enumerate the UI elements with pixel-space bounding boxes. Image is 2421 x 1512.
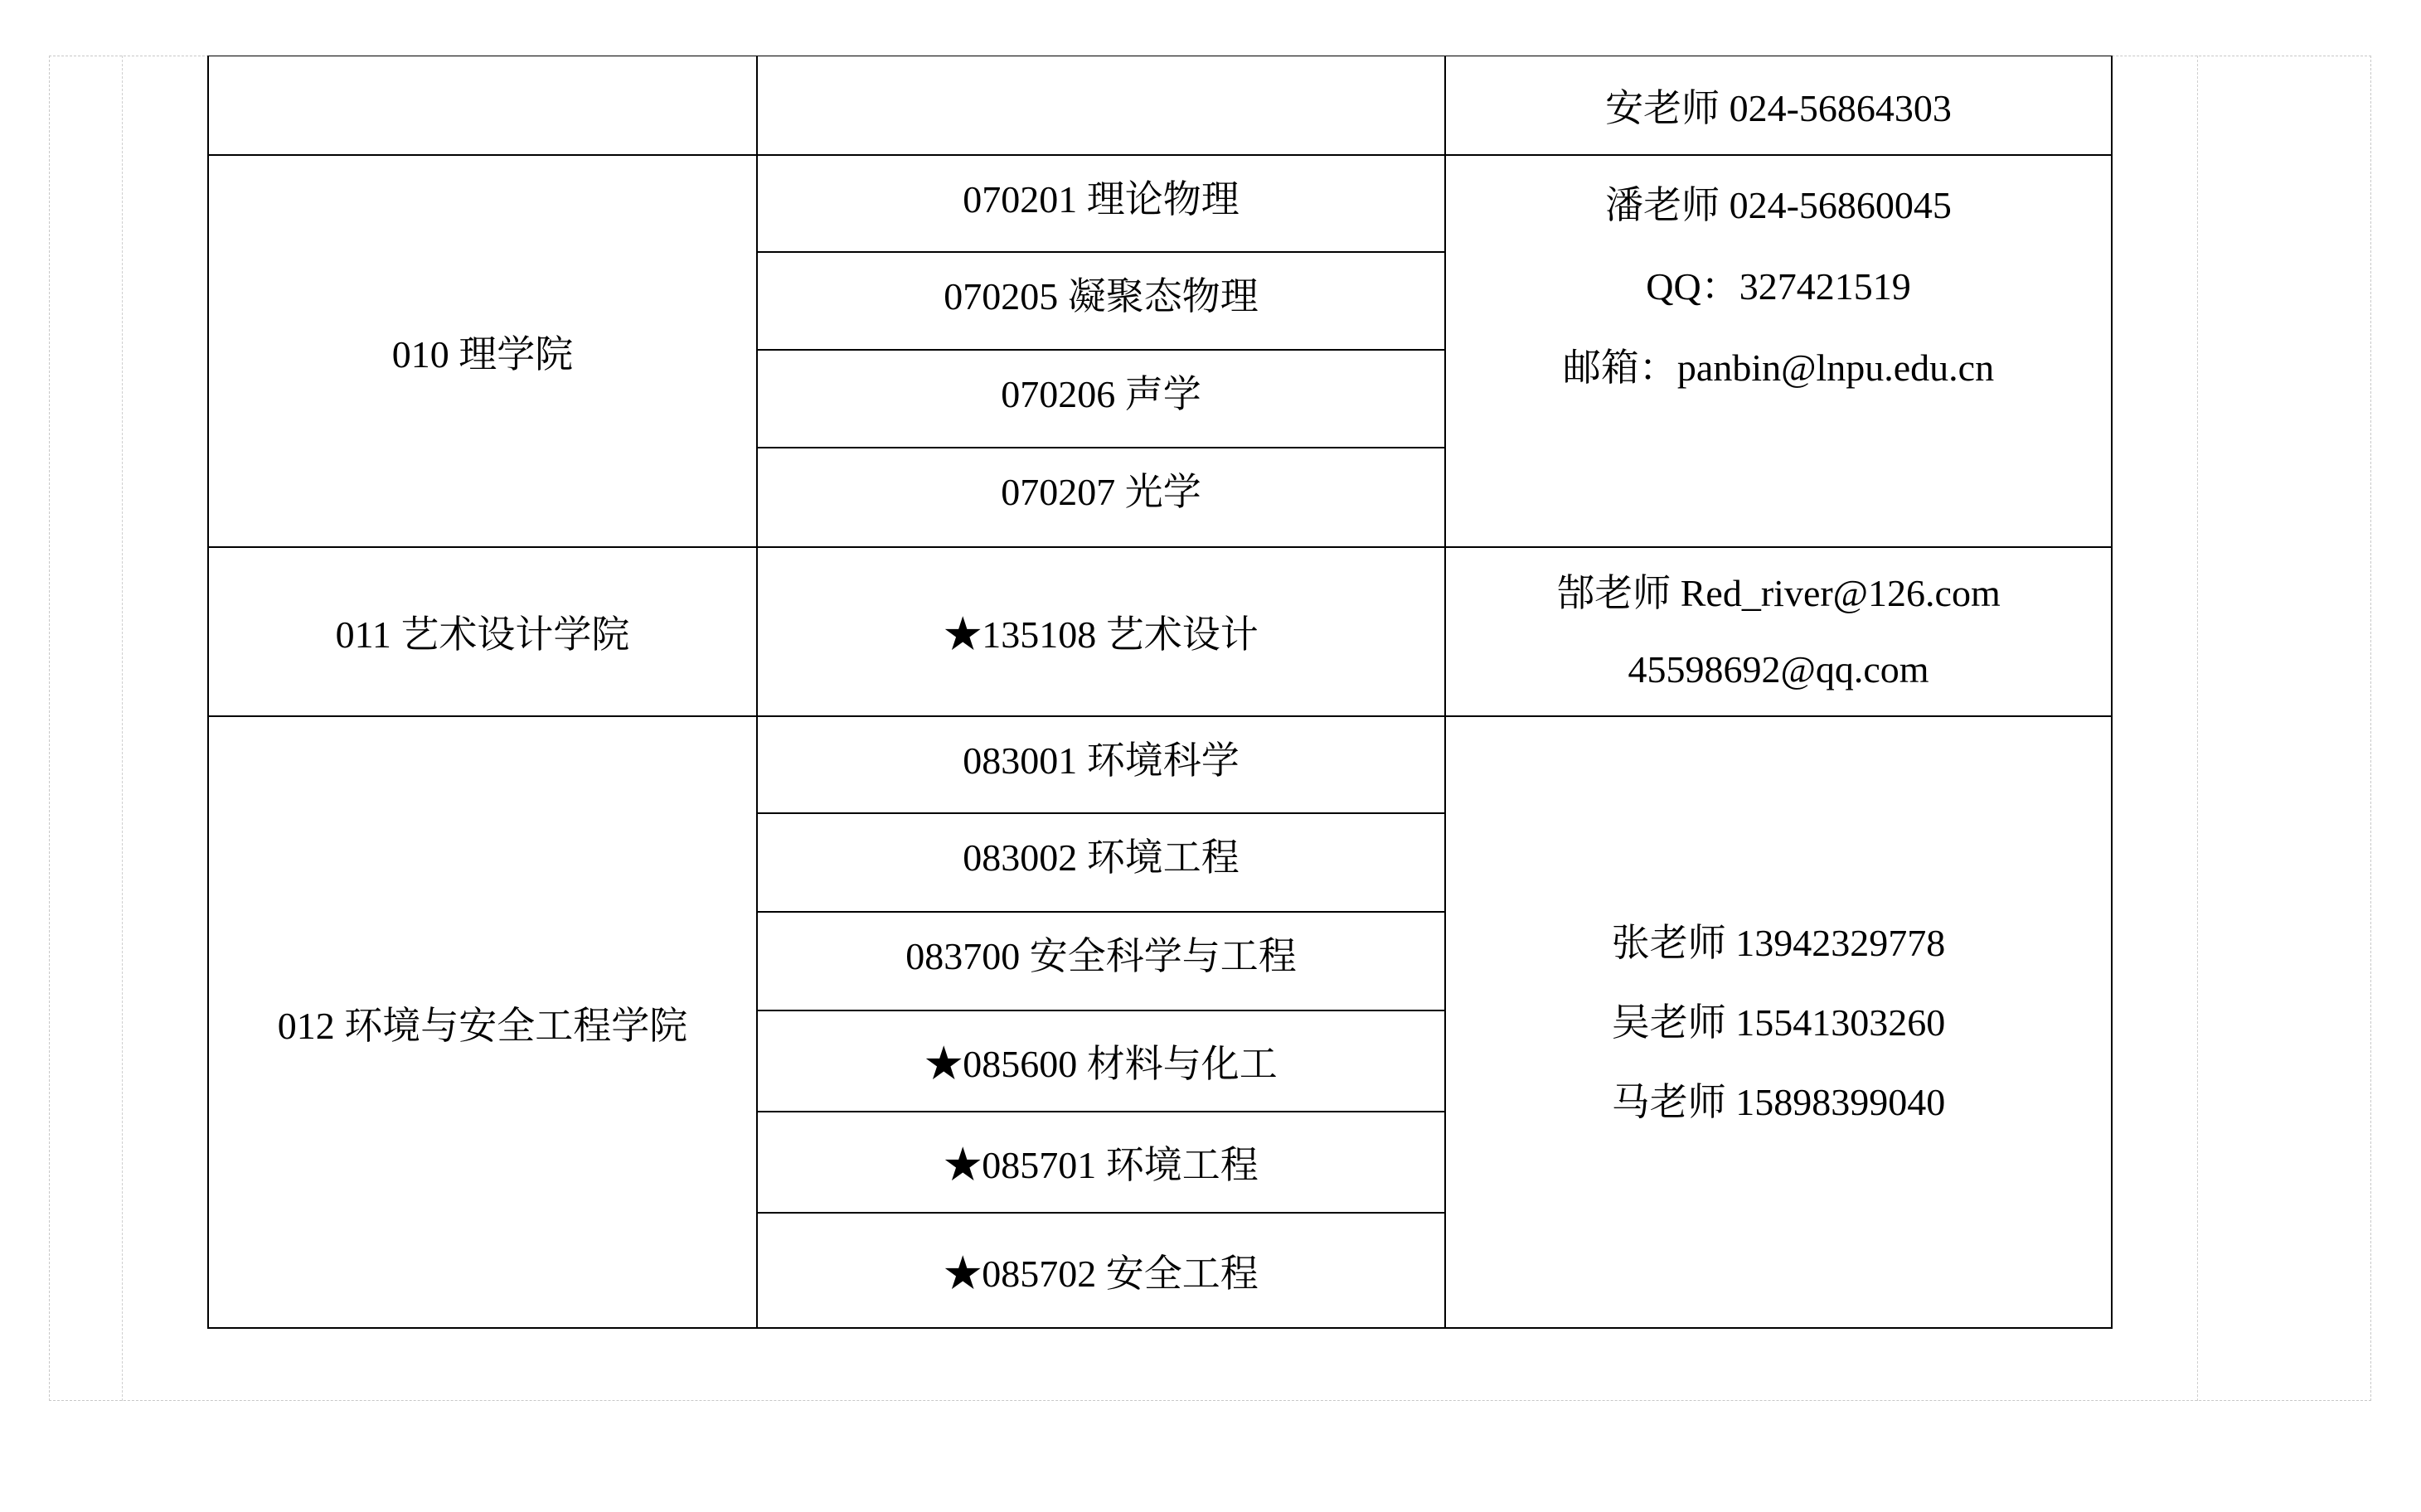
major-cell: ★085600 材料与化工 (924, 1043, 1278, 1085)
major-cell: 070206 声学 (1001, 373, 1201, 415)
major-cell: 083001 环境科学 (963, 739, 1240, 782)
college-cell: 011 艺术设计学院 (335, 613, 630, 656)
college-cell: 012 环境与安全工程学院 (277, 1004, 688, 1047)
contact-cell (1446, 717, 2111, 1328)
contact-line: 马老师 15898399040 (1611, 1080, 1946, 1123)
contact-line: 郜老师 Red_river@126.com (1556, 572, 2001, 614)
major-cell: 070207 光学 (1001, 471, 1201, 513)
major-cell (758, 56, 1444, 154)
major-cell: ★085701 环境工程 (944, 1144, 1259, 1186)
contact-line: 45598692@qq.com (1628, 648, 1929, 691)
major-cell: 083002 环境工程 (963, 836, 1240, 879)
contact-line: 安老师 024-56864303 (1605, 87, 1952, 129)
contact-line: 潘老师 024-56860045 (1605, 184, 1952, 226)
contact-cell (1446, 548, 2111, 715)
left-margin-guide (122, 56, 123, 1401)
contact-cell (1446, 156, 2111, 418)
contact-table (207, 56, 2113, 1329)
major-cell: 070205 凝聚态物理 (944, 275, 1259, 317)
college-cell (209, 56, 756, 154)
major-cell: 083700 安全科学与工程 (905, 935, 1297, 977)
college-cell: 010 理学院 (391, 332, 574, 376)
contact-cell (1446, 56, 2111, 154)
contact-line: 吴老师 15541303260 (1611, 1001, 1946, 1044)
contact-line: 邮箱：panbin@lnpu.edu.cn (1562, 346, 1995, 389)
major-cell: ★085702 安全工程 (944, 1253, 1259, 1295)
major-cell: 070201 理论物理 (963, 178, 1240, 220)
contact-line: 张老师 13942329778 (1611, 921, 1946, 964)
contact-line: QQ：327421519 (1646, 265, 1911, 308)
right-margin-guide (2197, 56, 2198, 1401)
major-cell: ★135108 艺术设计 (944, 613, 1259, 656)
